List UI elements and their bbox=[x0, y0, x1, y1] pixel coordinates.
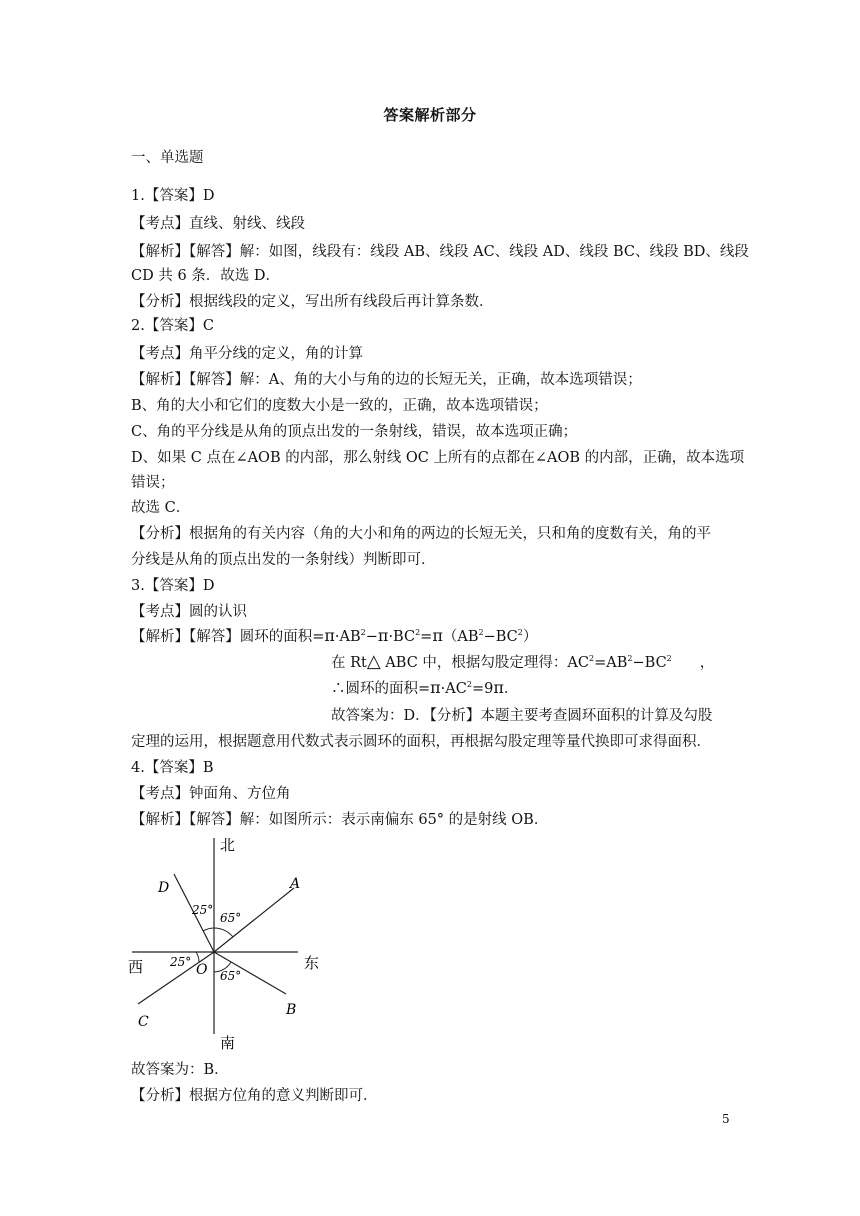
square-exponent: 2 bbox=[666, 654, 672, 663]
label-north: 北 bbox=[220, 836, 236, 854]
pi-symbol: π bbox=[493, 678, 504, 697]
minus-sign: − bbox=[365, 629, 378, 645]
square-exponent: 2 bbox=[627, 654, 633, 663]
q3-answer: 3.【答案】D bbox=[131, 578, 215, 594]
rt-suffix: ABC 中，根据勾股定理得： bbox=[380, 655, 568, 671]
ac-label: AC bbox=[445, 681, 467, 697]
label-east: 东 bbox=[304, 954, 320, 972]
label-point-c: C bbox=[138, 1014, 149, 1030]
bearing-diagram bbox=[126, 834, 326, 1054]
bc-label: BC bbox=[393, 629, 416, 645]
q3-final-line1: 故答案为：D．【分析】本题主要考查圆环面积的计算及勾股 bbox=[331, 708, 713, 724]
q4-point: 【考点】钟面角、方位角 bbox=[131, 786, 291, 802]
comma: ， bbox=[699, 655, 715, 671]
ac-label: AC bbox=[567, 655, 589, 671]
left-paren: （ bbox=[442, 629, 458, 645]
q4-answer: 4.【答案】B bbox=[131, 760, 214, 776]
angle-arc-25-west bbox=[196, 952, 199, 962]
page-number: 5 bbox=[722, 1112, 730, 1126]
q3-pythagoras-line bbox=[331, 652, 731, 673]
label-point-a: A bbox=[290, 876, 301, 892]
ab-label: AB bbox=[457, 629, 479, 645]
pi-symbol: π bbox=[432, 626, 443, 645]
right-paren: ） bbox=[522, 629, 538, 645]
angle-label-25-west: 25° bbox=[170, 955, 192, 969]
bc-label: BC bbox=[495, 629, 518, 645]
q4-final: 故答案为：B． bbox=[131, 1062, 229, 1078]
label-origin-o: O bbox=[196, 962, 208, 978]
q3-solution-prefix: 【解析】【解答】圆环的面积= bbox=[131, 629, 325, 645]
ab-label: AB bbox=[339, 629, 361, 645]
angle-arc-25-north bbox=[203, 928, 214, 931]
equals-sign: = bbox=[420, 629, 433, 645]
q3-final-line2: 定理的运用，根据题意用代数式表示圆环的面积，再根据勾股定理等量代换即可求得面积． bbox=[131, 734, 711, 750]
pi-symbol: π bbox=[430, 678, 441, 697]
section-heading: 一、单选题 bbox=[131, 150, 204, 166]
q3-point: 【考点】圆的认识 bbox=[131, 604, 247, 620]
square-exponent: 2 bbox=[415, 628, 421, 637]
period: ． bbox=[503, 681, 519, 697]
q2-solution-line1: 【解析】【解答】解：A、角的大小与角的边的长短无关，正确，故本选项错误； bbox=[131, 372, 642, 388]
q3-solution-formula bbox=[131, 626, 731, 647]
q3-area-line bbox=[331, 678, 731, 699]
label-point-d: D bbox=[158, 880, 170, 896]
dot-symbol: · bbox=[334, 629, 340, 645]
q1-solution-line1: 【解析】【解答】解：如图，线段有：线段 AB、线段 AC、线段 AD、线段 BC、线段 BD、线段 bbox=[131, 244, 749, 260]
square-exponent: 2 bbox=[360, 628, 366, 637]
q2-solution-line5: 错误； bbox=[131, 475, 175, 491]
minus-sign: − bbox=[632, 655, 645, 671]
angle-arc-65-north bbox=[214, 928, 233, 937]
q2-solution-line4: D、如果 C 点在∠AOB 的内部，那么射线 OC 上所有的点都在∠AOB 的内部，正确，故本选项 bbox=[131, 450, 745, 466]
q2-solution-line2: B、角的大小和它们的度数大小是一致的，正确，故本选项错误； bbox=[131, 398, 548, 414]
label-point-b: B bbox=[286, 1002, 297, 1018]
square-exponent: 2 bbox=[478, 628, 484, 637]
label-south: 南 bbox=[220, 1034, 236, 1052]
square-exponent: 2 bbox=[589, 654, 595, 663]
equals-sign: = bbox=[471, 681, 485, 697]
dot-symbol: · bbox=[388, 629, 394, 645]
nine-value: 9 bbox=[484, 681, 494, 697]
square-exponent: 2 bbox=[466, 680, 472, 689]
q1-answer: 1.【答案】D bbox=[131, 188, 215, 204]
pi-symbol: π bbox=[377, 626, 389, 645]
q2-analysis-line2: 分线是从角的顶点出发的一条射线）判断即可． bbox=[131, 552, 436, 568]
dot-symbol: · bbox=[440, 681, 446, 697]
equals-sign: = bbox=[594, 655, 607, 671]
minus-sign: − bbox=[483, 629, 496, 645]
q2-point: 【考点】角平分线的定义，角的计算 bbox=[131, 346, 363, 362]
q1-analysis: 【分析】根据线段的定义，写出所有线段后再计算条数． bbox=[131, 294, 494, 310]
q2-answer: 2.【答案】C bbox=[131, 318, 214, 334]
q1-solution-line2: CD 共 6 条．故选 D． bbox=[131, 268, 281, 284]
q2-solution-line6: 故选 C． bbox=[131, 500, 191, 516]
square-exponent: 2 bbox=[517, 628, 523, 637]
bc-label: BC bbox=[644, 655, 667, 671]
angle-label-65-south: 65° bbox=[220, 969, 242, 983]
q1-point: 【考点】直线、射线、线段 bbox=[131, 216, 305, 232]
ab-label: AB bbox=[606, 655, 628, 671]
area-prefix: ∴圆环的面积= bbox=[331, 681, 431, 697]
q2-analysis-line1: 【分析】根据角的有关内容（角的大小和角的两边的长短无关，只和角的度数有关，角的平 bbox=[131, 526, 711, 542]
rt-prefix: 在 Rt bbox=[331, 655, 367, 671]
pi-symbol: π bbox=[324, 626, 335, 645]
triangle-icon: △ bbox=[366, 651, 381, 672]
angle-label-25-north: 25° bbox=[192, 903, 214, 917]
angle-label-65-north: 65° bbox=[220, 911, 242, 925]
q4-solution-line1: 【解析】【解答】解：如图所示：表示南偏东 65° 的是射线 OB． bbox=[131, 812, 549, 828]
page-title: 答案解析部分 bbox=[383, 106, 477, 124]
q2-solution-line3: C、角的平分线是从角的顶点出发的一条射线，错误，故本选项正确； bbox=[131, 424, 578, 440]
label-west: 西 bbox=[128, 958, 144, 976]
q4-analysis: 【分析】根据方位角的意义判断即可． bbox=[131, 1088, 378, 1104]
